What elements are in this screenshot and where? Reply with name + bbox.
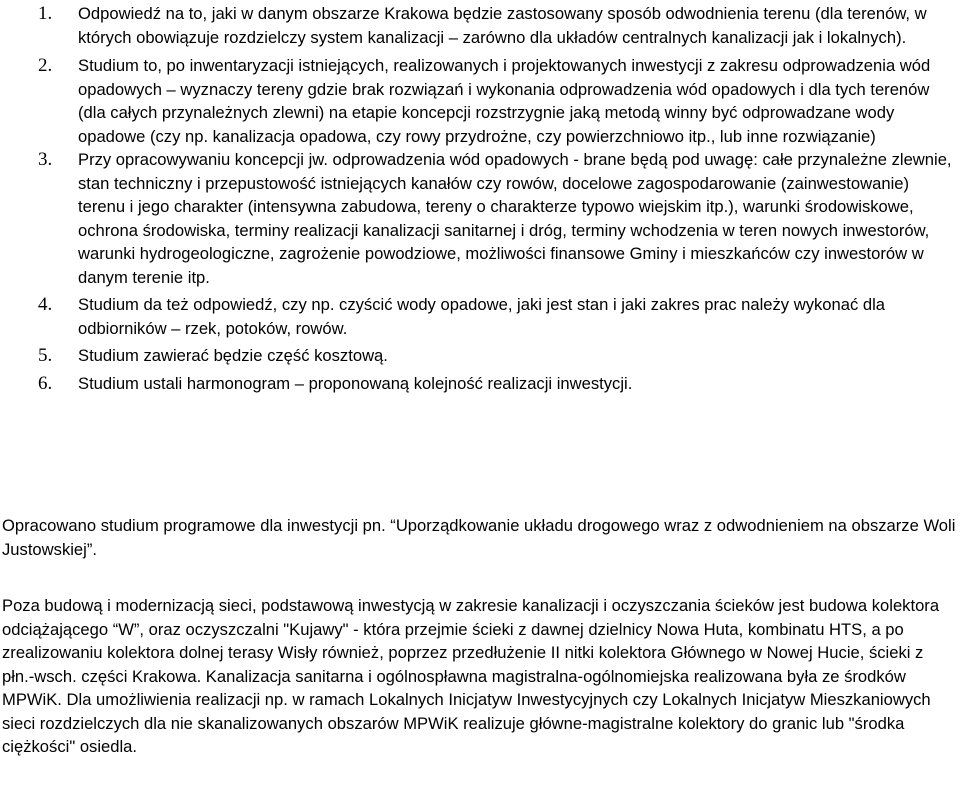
list-item — [0, 54, 960, 148]
list-item-number: 1. — [38, 3, 53, 24]
paragraph-investment-info: Poza budową i modernizacją sieci, podstawową inwestycją w zakresie kanalizacji i oczyszczania ścieków jest budowa kolektora odciążającego “W”, oraz oczyszczalni "Kujawy" - która przejmie ścieki z dawnej dzielnicy Nowa Huta, kombinatu HTS, a po zrealizowaniu kolektora dolnej terasy Wisły również, poprzez przedłużenie II nitki kolektora Głównego w Nowej Hucie, ścieki z płn.-wsch. części Krakowa. Kanalizacja sanitarna i ogólnospławna magistralna-ogólnomiejska realizowana była ze środków MPWiK. Dla umożliwienia realizacji np. w ramach Lokalnych Inicjatyw Inwestycyjnych czy Lokalnych Inicjatyw Mieszkaniowych sieci rozdzielczych dla nie skanalizowanych obszarów MPWiK realizuje główne-magistralne kolektory do granic lub "środka ciężkości" osiedla. — [2, 596, 940, 756]
list-item-text: Studium da też odpowiedź, czy np. czyścić wody opadowe, jaki jest stan i jaki zakres prac należy wykonać dla odbiorników – rzek, potoków, rowów. — [78, 295, 886, 338]
list-item — [0, 372, 960, 396]
list-item — [0, 293, 960, 340]
list-item-text: Studium ustali harmonogram – proponowaną kolejność realizacji inwestycji. — [78, 373, 633, 393]
list-item-number: 3. — [38, 149, 53, 170]
list-item-number: 5. — [38, 345, 53, 366]
list-item-number: 6. — [38, 372, 53, 394]
list-item — [0, 344, 960, 368]
list-item-text: Studium zawierać będzie część kosztową. — [78, 346, 388, 365]
numbered-list — [0, 2, 960, 395]
list-item — [0, 2, 960, 49]
list-item-text: Przy opracowywaniu koncepcji jw. odprowadzenia wód opadowych - brane będą pod uwagę: całe przynależne zlewnie, stan techniczny i przepustowość istniejących kanałów czy rowów, docelowe zagospodarowanie (zainwestowanie) terenu i jego charakter (intensywna zabudowa, tereny o charakterze typowo wiejskim itp.), warunki środowiskowe, ochrona środowiska, terminy realizacji kanalizacji sanitarnej i dróg, terminy wchodzenia w teren nowych inwestorów, warunki hydrogeologiczne, zagrożenie powodziowe, możliwości finansowe Gminy i mieszkańców czy inwestorów w danym terenie itp. — [78, 150, 952, 287]
list-item-text: Studium to, po inwentaryzacji istniejących, realizowanych i projektowanych inwestycji z zakresu odprowadzenia wód opadowych – wyznaczy tereny gdzie brak rozwiązań i wykonania odprowadzenia wód opadowych i dla tych terenów (dla całych przynależnych zlewni) na etapie koncepcji rozstrzygnie jaką metodą winny być odprowadzane wody opadowe (czy np. kanalizacja opadowa, czy rowy przydrożne, czy powierzchniowo itp., lub inne rozwiązanie) — [78, 56, 931, 146]
list-item — [0, 148, 960, 289]
list-item-number: 2. — [38, 55, 53, 76]
list-item-number: 4. — [38, 294, 53, 315]
paragraph-study-info: Opracowano studium programowe dla inwestycji pn. “Uporządkowanie układu drogowego wraz z odwodnieniem na obszarze Woli Justowskiej”. — [2, 516, 956, 559]
list-item-text: Odpowiedź na to, jaki w danym obszarze Krakowa będzie zastosowany sposób odwodnienia terenu (dla terenów, w których obowiązuje rozdzielczy system kanalizacji – zarówno dla układów centralnych kanalizacji jak i lokalnych). — [78, 4, 927, 47]
